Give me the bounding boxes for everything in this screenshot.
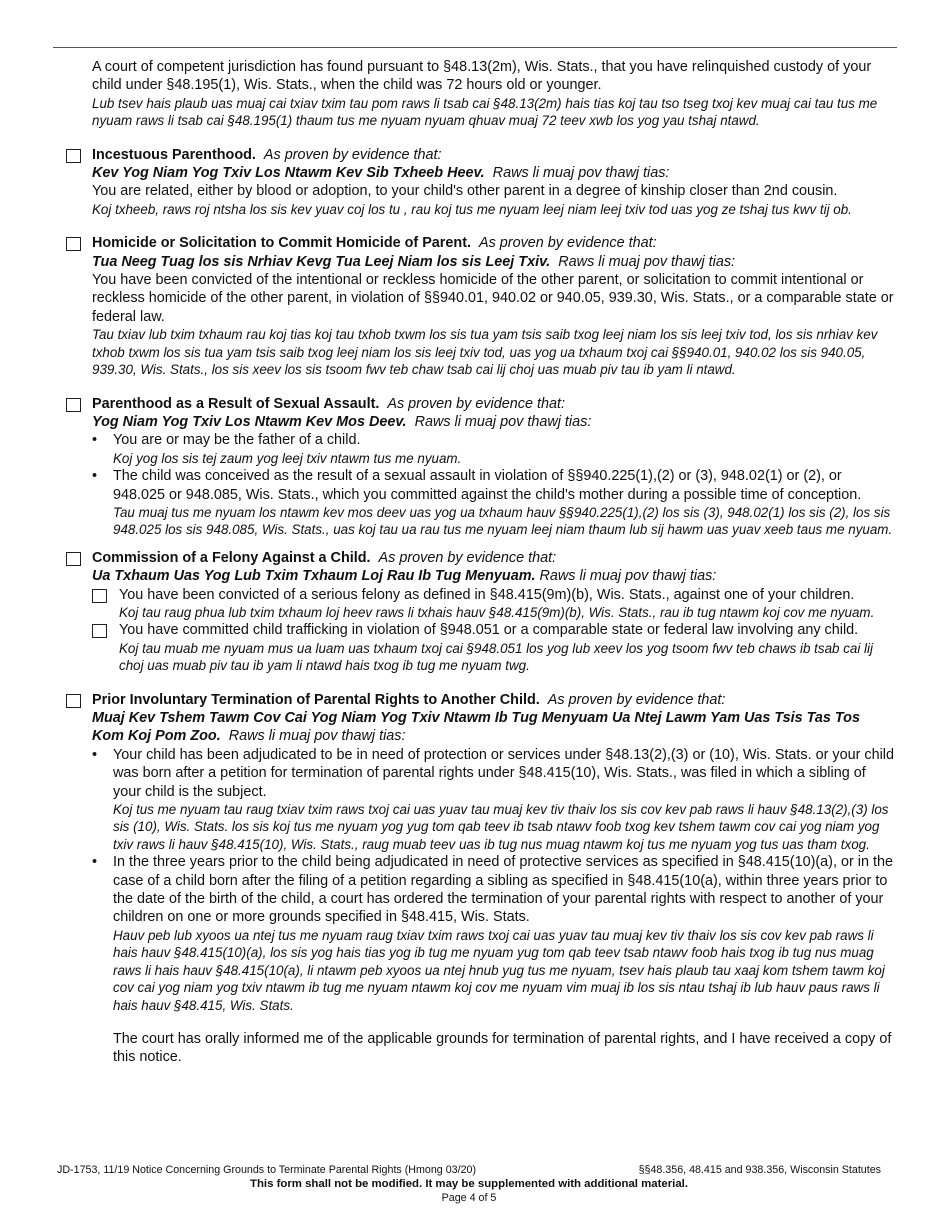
homicide-checkbox[interactable] [66, 237, 81, 251]
section-title-hmong: Tua Neeg Tuag los sis Nrhiav Kevg Tua Leej Niam los sis Leej Txiv. [92, 253, 551, 270]
section-heading [92, 691, 894, 709]
bullet-icon: • [92, 746, 98, 763]
top-rule [53, 47, 897, 48]
felony-option-child-trafficking [92, 621, 894, 674]
section-heading-hmong [92, 253, 894, 271]
section-text-en: You are related, either by blood or adoption, to your child's other parent in a degree of kinship closer than 2nd cousin. [92, 183, 838, 200]
section-title: Parenthood as a Result of Sexual Assault. [92, 395, 380, 412]
incestuous-parenthood-checkbox[interactable] [66, 149, 81, 163]
section-heading [92, 395, 894, 413]
proven-label-hmong: Raws li muaj pov thawj tias: [414, 413, 592, 430]
serious-felony-checkbox[interactable] [92, 589, 107, 603]
section-title: Homicide or Solicitation to Commit Homicide of Parent. [92, 235, 471, 252]
section-title: Prior Involuntary Termination of Parental Rights to Another Child. [92, 691, 540, 708]
bullet-text-en: The child was conceived as the result of a sexual assault in violation of §§940.225(1),(2) or (3), 948.02(1) or (2), or 948.025 or 948.085, Wis. Stats., which you committed against the child's mother during a possible time of conception. [113, 468, 862, 503]
form-body [64, 58, 894, 1067]
bullet-text-hmong: Tau muaj tus me nyuam los ntawm kev mos deev uas yog ua txhaum hauv §§940.225(1),(2) los sis (3), 948.02(1) los sis (2), los sis 948.025 los sis 948.085, Wis. Stats., uas koj tau ua rau tus me nyuam leej niam thaum lub sij hawm uas yuav xeeb taus me nyuam. [113, 504, 893, 538]
list-item [92, 746, 894, 853]
intro-text-en: A court of competent jurisdiction has found pursuant to §48.13(2m), Wis. Stats., that you have relinquished custody of your child under §48.195(1), Wis. Stats., when the child was 72 hours old or younger. [92, 59, 872, 94]
proven-label: As proven by evidence that: [263, 146, 442, 163]
section-heading [92, 146, 894, 164]
sexual-assault-checkbox[interactable] [66, 398, 81, 412]
proven-label: As proven by evidence that: [479, 235, 657, 252]
bullet-text-en: In the three years prior to the child being adjudicated in need of protective services as specified in §48.415(10)(a), or in the case of a child born after the filing of a petition regarding a sibling as specified in §48.415(10(a), within three years prior to the date of the birth of the child, a court has ordered the termination of your parental rights with respect to another of your children on one or more grounds specified in §48.415, Wis. Stats. [113, 854, 893, 926]
bullet-list [92, 746, 894, 1014]
section-title: Commission of a Felony Against a Child. [92, 549, 371, 566]
bullet-icon: • [92, 468, 98, 485]
section-title-hmong: Yog Niam Yog Txiv Los Ntawm Kev Mos Deev. [92, 413, 407, 430]
bullet-icon: • [92, 432, 98, 449]
list-item [92, 431, 894, 467]
bullet-list [92, 431, 894, 538]
section-title-hmong: Ua Txhaum Uas Yog Lub Txim Txhaum Loj Rau Ib Tug Menyuam. [92, 568, 536, 585]
bullet-text-en: Your child has been adjudicated to be in need of protection or services under §48.13(2),(3) or (10), Wis. Stats. or your child was born after a petition for termination of parental rights under §48.415(10), Wis. Stats., was filed in which a sibling of your child is the subject. [113, 746, 894, 800]
section-heading-hmong [92, 164, 894, 182]
section-sexual-assault [64, 395, 894, 539]
bullet-icon: • [92, 854, 98, 871]
footer-row [57, 1163, 881, 1177]
acknowledgement-statement: The court has orally informed me of the applicable grounds for termination of parental rights, and I have received a copy of this notice. [113, 1030, 892, 1066]
section-prior-termination [64, 691, 894, 1014]
section-title: Incestuous Parenthood. [92, 146, 256, 163]
page-footer [57, 1163, 881, 1205]
bullet-text-en: You are or may be the father of a child. [113, 432, 361, 449]
prior-termination-checkbox[interactable] [66, 694, 81, 708]
section-heading-hmong [92, 567, 894, 585]
list-item [92, 853, 894, 1014]
section-text-hmong: Koj txheeb, raws roj ntsha los sis kev yuav coj los tu , rau koj tus me nyuam leej niam leej txiv tod uas yog ze tshaj tus kwv tij ob. [92, 201, 852, 217]
section-heading [92, 549, 894, 567]
proven-label-hmong: Raws li muaj pov thawj tias: [539, 568, 717, 585]
child-trafficking-checkbox[interactable] [92, 624, 107, 638]
bullet-text-hmong: Hauv peb lub xyoos ua ntej tus me nyuam raug txiav txim raws txoj cai uas yuav tau muaj kev tiv thaiv los sis cov kev pab raws li hais hauv §48.415(10)(a), los sis yog hais tias yog ib tug me nyuam yug tom qab teev tsab ntawv foob hais txog ib tug nus muag raws li hais hauv §48.415(10(a), li ntawm peb xyoos ua ntej hnub yug tus me nyuam, tsev hais plaub tau xaaj kom tshem tawm koj cov cai yog niam yog txiv ntawm ib tug me nyuam ntawm koj cov me nyuam vim muaj ib los sis ntau tshaj ib lub hauv paus raws li hais hauv §48.415, Wis. Stats. [113, 927, 885, 1013]
option-text-en: You have committed child trafficking in violation of §948.051 or a comparable state or federal law involving any child. [119, 622, 859, 639]
section-felony-against-child [64, 549, 894, 675]
proven-label-hmong: Raws li muaj pov thawj tias: [558, 253, 736, 270]
statute-reference: §§48.356, 48.415 and 938.356, Wisconsin Statutes [638, 1164, 881, 1176]
section-text-en: You have been convicted of the intentional or reckless homicide of the other parent, or solicitation to commit intentional or reckless homicide of the other parent, in violation of §§940.01, 940.02 or 940.05, 939.30, Wis. Stats., or a comparable state or federal law. [92, 272, 894, 325]
bullet-text-hmong: Koj yog los sis tej zaum yog leej txiv ntawm tus me nyuam. [113, 450, 462, 466]
felony-against-child-checkbox[interactable] [66, 552, 81, 566]
modification-notice: This form shall not be modified. It may be supplemented with additional material. [250, 1178, 688, 1190]
option-text-hmong: Koj tau raug phua lub txim txhaum loj heev raws li txhais hauv §48.415(9m)(b), Wis. Stats., rau ib tug ntawm koj cov me nyuam. [119, 604, 875, 620]
felony-option-serious-felony [92, 586, 894, 622]
section-heading [92, 234, 894, 252]
option-text-hmong: Koj tau muab me nyuam mus ua luam uas txhaum txoj cai §948.051 los yog lub xeev los yog tsoom fwv teb chaws ib tsab cai lij choj uas muab piv tau ib yam li ntawd hais txog ib tug me nyuam twg. [119, 640, 873, 674]
section-title-hmong: Muaj Kev Tshem Tawm Cov Cai Yog Niam Yog Txiv Ntawm Ib Tug Menyuam Ua Ntej Lawm Yam Uas Tsis Tas Tos Kom Koj Pom Zoo. [92, 710, 860, 745]
form-identifier: JD-1753, 11/19 Notice Concerning Grounds to Terminate Parental Rights (Hmong 03/20) [57, 1164, 477, 1176]
proven-label-hmong: Raws li muaj pov thawj tias: [228, 728, 406, 745]
section-text-hmong: Tau txiav lub txim txhaum rau koj tias koj tau txhob txwm los sis tua yam tsis saib txog leej niam los sis leej txiv tod, los sis nrhiav kev txhob txwm los sis tua yam tsis saib txog leej niam los sis leej txiv tod, uas yog ua txhaum txoj cai §§940.01, 940.02 los sis 940.05, 939.30, Wis. Stats., los sis xeev los sis tsoom fwv teb chaw tsab cai lij choj uas muab piv tau ib yam li ntawd. [92, 327, 878, 378]
section-heading-hmong [92, 413, 894, 431]
proven-label: As proven by evidence that: [387, 395, 565, 412]
section-incestuous-parenthood [64, 146, 894, 219]
section-homicide [64, 234, 894, 378]
intro-block [64, 58, 894, 130]
page-number: Page 4 of 5 [441, 1192, 497, 1204]
proven-label: As proven by evidence that: [378, 549, 557, 566]
section-title-hmong: Kev Yog Niam Yog Txiv Los Ntawm Kev Sib Txheeb Heev. [92, 165, 485, 182]
bullet-text-hmong: Koj tus me nyuam tau raug txiav txim raws txoj cai uas yuav tau muaj kev tiv thaiv los sis cov kev pab raws li hauv §48.13(2),(3) los sis (10), Wis. Stats. los sis koj tus me nyuam yog yug tom qab teev ib tsab ntawv foob txog kev tshem tawm cov cai yog niam yog txiv raws li hauv §48.415(10), Wis. Stats., raug muab teev uas ib tug nus muag ntawm koj tus me nyuam yog tus uas tham txog. [113, 802, 889, 852]
option-text-en: You have been convicted of a serious felony as defined in §48.415(9m)(b), Wis. Stats., against one of your children. [119, 586, 855, 603]
proven-label: As proven by evidence that: [547, 691, 726, 708]
section-heading-hmong [92, 709, 894, 746]
intro-text-hmong: Lub tsev hais plaub uas muaj cai txiav txim tau pom raws li tsab cai §48.13(2m) hais tias koj tau tso tseg txoj kev muaj cai tau tus me nyuam raws li tsab cai §48.195(1) thaum tus me nyuam nyuam qhuav muaj 72 teev xwb los yog yau tshaj ntawd. [92, 95, 878, 129]
list-item [92, 467, 894, 539]
proven-label-hmong: Raws li muaj pov thawj tias: [492, 165, 670, 182]
